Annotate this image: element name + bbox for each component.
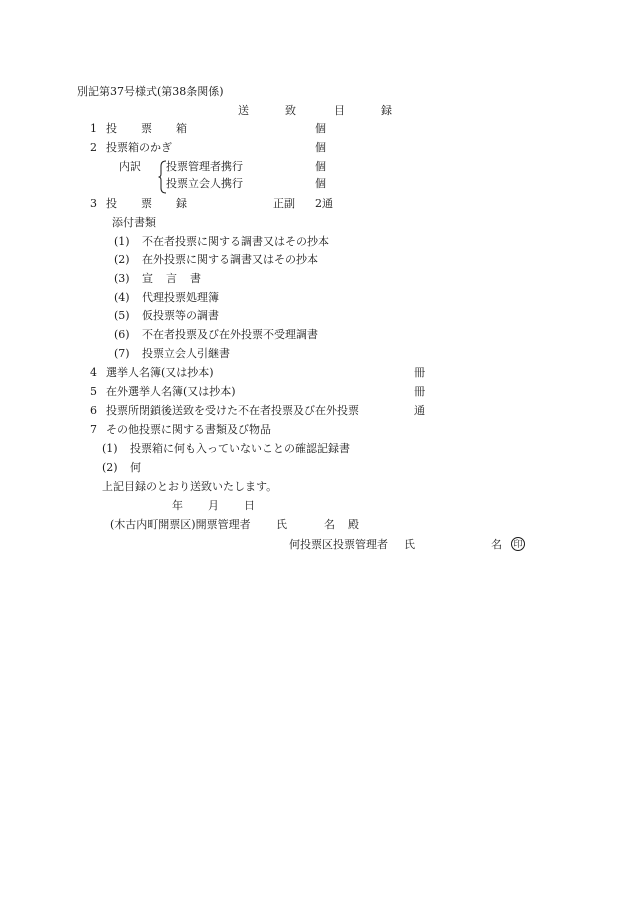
item-unit: 個 (315, 122, 326, 135)
item-label-char: 投 (106, 197, 117, 210)
item-unit: 通 (414, 404, 425, 417)
item-label-char: 箱 (176, 122, 187, 135)
breakdown-line: 投票管理者携行 (166, 160, 243, 173)
breakdown-label: 内訳 (119, 160, 141, 173)
item-number: 3 (90, 197, 97, 210)
name-char: 氏 (404, 538, 415, 551)
item-number: 2 (90, 141, 97, 154)
item-number: 1 (90, 122, 97, 135)
date-char: 日 (244, 499, 255, 512)
item-label-char: 録 (176, 197, 187, 210)
title-char: 致 (285, 104, 296, 117)
item-label-char: 票 (141, 197, 152, 210)
item-label-char: 票 (141, 122, 152, 135)
item-unit: 冊 (414, 366, 425, 379)
item-copies: 正副 (273, 197, 295, 210)
date-char: 年 (172, 499, 183, 512)
item-number: 4 (90, 366, 97, 379)
item-unit: 個 (315, 160, 326, 173)
sub-number: (1) (102, 442, 118, 455)
item-label-char: 投 (106, 122, 117, 135)
attached-number: (6) (114, 328, 130, 341)
sub-item: 投票箱に何も入っていないことの確認記録書 (130, 442, 350, 455)
sender-org: 何投票区投票管理者 (289, 538, 388, 551)
attached-item: 投票立会人引継書 (142, 347, 230, 360)
attached-number: (4) (114, 291, 130, 304)
name-char: 名 (491, 538, 502, 551)
item-number: 6 (90, 404, 97, 417)
item-label: 投票所閉鎖後送致を受けた不在者投票及び在外投票 (106, 404, 359, 417)
item-number: 7 (90, 423, 97, 436)
item-label: その他投票に関する書類及び物品 (106, 423, 271, 436)
item-count: 2通 (315, 197, 333, 210)
attached-item: 仮投票等の調書 (142, 309, 219, 322)
item-unit: 個 (315, 141, 326, 154)
attached-item-char: 言 (166, 272, 177, 285)
attached-item: 不在者投票に関する調書又はその抄本 (142, 235, 329, 248)
attached-title: 添付書類 (112, 216, 156, 229)
name-char: 氏 (276, 518, 287, 531)
honorific: 殿 (348, 518, 359, 531)
name-char: 名 (324, 518, 335, 531)
recipient-org: (木古内町開票区)開票管理者 (110, 518, 251, 531)
breakdown-line: 投票立会人携行 (166, 177, 243, 190)
title-char: 目 (334, 104, 345, 117)
item-label: 選挙人名簿(又は抄本) (106, 366, 214, 379)
attached-item: 在外投票に関する調書又はその抄本 (142, 253, 318, 266)
form-reference: 別記第37号様式(第38条関係) (77, 85, 224, 98)
attached-number: (5) (114, 309, 130, 322)
item-unit: 個 (315, 177, 326, 190)
attached-number: (3) (114, 272, 130, 285)
attached-number: (1) (114, 235, 130, 248)
attached-item: 代理投票処理簿 (142, 291, 219, 304)
item-unit: 冊 (414, 385, 425, 398)
attached-item-char: 宣 (142, 272, 153, 285)
title-char: 録 (381, 104, 392, 117)
sub-item: 何 (130, 461, 141, 474)
attached-item-char: 書 (190, 272, 201, 285)
date-char: 月 (208, 499, 219, 512)
attached-number: (2) (114, 253, 130, 266)
attached-item: 不在者投票及び在外投票不受理調書 (142, 328, 318, 341)
closing-statement: 上記目録のとおり送致いたします。 (102, 480, 278, 493)
title-char: 送 (238, 104, 249, 117)
sub-number: (2) (102, 461, 118, 474)
attached-number: (7) (114, 347, 130, 360)
seal-icon: 印 (511, 537, 525, 551)
item-number: 5 (90, 385, 97, 398)
item-label: 在外選挙人名簿(又は抄本) (106, 385, 236, 398)
item-label: 投票箱のかぎ (106, 141, 172, 154)
